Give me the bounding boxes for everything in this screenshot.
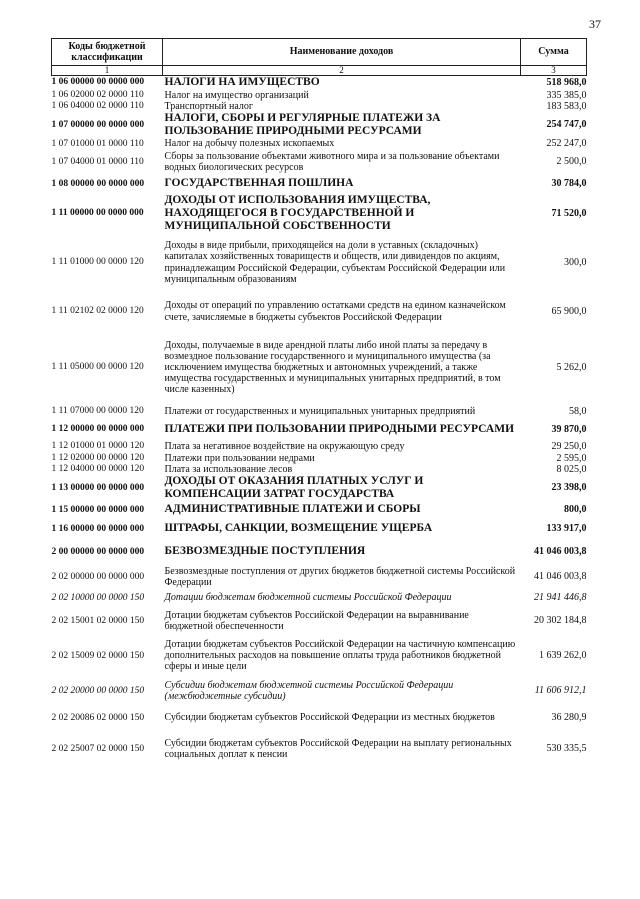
- table-row: [52, 138, 587, 150]
- row-code: 1 08 00000 00 0000 000: [51, 178, 145, 189]
- row-code: 1 12 04000 00 0000 120: [51, 463, 145, 474]
- row-code: 1 11 07000 00 0000 120: [51, 406, 144, 417]
- row-sum: 30 784,0: [551, 178, 587, 190]
- row-name: Дотации бюджетам бюджетной системы Российской Федерации: [164, 592, 452, 604]
- row-name: НАЛОГИ, СБОРЫ И РЕГУЛЯРНЫЕ ПЛАТЕЖИ ЗА ПОЛЬЗОВАНИЕ ПРИРОДНЫМИ РЕСУРСАМИ: [164, 112, 441, 137]
- table-row: [52, 112, 587, 138]
- row-code: 2 02 20000 00 0000 150: [51, 685, 145, 696]
- header-name: Наименование доходов: [163, 39, 521, 66]
- table-row: [52, 150, 587, 174]
- table-row: [52, 607, 587, 635]
- table-row: [52, 539, 587, 565]
- row-name: Плата за использование лесов: [164, 463, 293, 475]
- table-row: [52, 565, 587, 589]
- row-code: 1 11 02102 02 0000 120: [51, 306, 144, 317]
- row-sum: 58,0: [569, 405, 587, 417]
- row-name: ШТРАФЫ, САНКЦИИ, ВОЗМЕЩЕНИЕ УЩЕРБА: [164, 522, 433, 535]
- row-code: 2 02 10000 00 0000 150: [51, 592, 145, 603]
- row-name: Доходы, получаемые в виде арендной платы либо иной платы за передачу в возмездное пользование государственного и муниципального имущества (за исключением имущества бюджетных и автономных учреждений, а также имущества государственных и муниципальных унитарных предприятий, в том числе казенных): [164, 339, 501, 396]
- row-code: 1 11 01000 00 0000 120: [51, 257, 144, 268]
- row-code: 1 06 02000 02 0000 110: [51, 89, 144, 100]
- row-code: 1 07 00000 00 0000 000: [51, 119, 145, 130]
- page-number: 37: [589, 17, 601, 31]
- table-row: [52, 174, 587, 194]
- row-name: Субсидии бюджетам бюджетной системы Российской Федерации (межбюджетные субсидии): [164, 679, 454, 702]
- table-row: [52, 475, 587, 501]
- row-name: Налог на имущество организаций: [164, 89, 309, 101]
- row-code: 2 02 20086 02 0000 150: [51, 712, 145, 723]
- table-row: [52, 76, 587, 90]
- table-row: [52, 405, 587, 419]
- header-sum: Сумма: [521, 39, 587, 66]
- row-code: 2 02 15001 02 0000 150: [51, 615, 145, 626]
- row-code: 2 02 25007 02 0000 150: [51, 743, 145, 754]
- table-row: [52, 677, 587, 705]
- row-sum: 5 262,0: [556, 361, 587, 373]
- table-row: [52, 293, 587, 331]
- budget-revenue-table: [51, 38, 587, 767]
- row-sum: 65 900,0: [551, 305, 587, 317]
- row-code: 1 07 04000 01 0000 110: [51, 156, 144, 167]
- row-name: Безвозмездные поступления от других бюджетов бюджетной системы Российской Федерации: [164, 565, 516, 588]
- row-sum: 71 520,0: [551, 207, 587, 219]
- row-sum: 20 302 184,8: [534, 615, 587, 627]
- row-sum: 41 046 003,8: [534, 546, 587, 558]
- row-sum: 8 025,0: [556, 463, 587, 475]
- row-sum: 183 583,0: [546, 100, 587, 112]
- column-number-2: 2: [163, 66, 521, 76]
- column-number-1: 1: [52, 66, 163, 76]
- row-name: ПЛАТЕЖИ ПРИ ПОЛЬЗОВАНИИ ПРИРОДНЫМИ РЕСУРСАМИ: [164, 423, 515, 436]
- row-code: 1 06 00000 00 0000 000: [51, 77, 145, 88]
- header-code: Коды бюджетной классификации: [52, 39, 163, 66]
- row-sum: 2 500,0: [556, 156, 587, 168]
- table-row: [52, 705, 587, 731]
- row-sum: 335 385,0: [546, 89, 587, 101]
- row-code: 1 12 00000 00 0000 000: [51, 424, 145, 435]
- row-name: Дотации бюджетам субъектов Российской Федерации на частичную компенсацию дополнительных расходов на повышение оплаты труда работников бюджетной сферы и иные цели: [164, 639, 516, 673]
- table-row: [52, 90, 587, 101]
- row-code: 2 02 00000 00 0000 000: [51, 571, 145, 582]
- table-row: [52, 453, 587, 464]
- row-code: 1 06 04000 02 0000 110: [51, 100, 144, 111]
- table-row: [52, 194, 587, 233]
- row-code: 1 11 00000 00 0000 000: [51, 207, 144, 218]
- row-name: Транспортный налог: [164, 100, 253, 112]
- table-row: [52, 419, 587, 441]
- row-name: Платежи при пользовании недрами: [164, 452, 315, 464]
- column-number-3: 3: [521, 66, 587, 76]
- row-code: 1 12 01000 01 0000 120: [51, 441, 145, 452]
- row-name: Дотации бюджетам субъектов Российской Федерации на выравнивание бюджетной обеспеченности: [164, 609, 469, 632]
- row-sum: 23 398,0: [551, 482, 587, 494]
- table-body: [52, 76, 587, 767]
- row-name: НАЛОГИ НА ИМУЩЕСТВО: [164, 76, 320, 89]
- row-sum: 800,0: [564, 504, 587, 516]
- table-row: [52, 101, 587, 112]
- table-row: [52, 589, 587, 607]
- row-code: 1 16 00000 00 0000 000: [51, 523, 145, 534]
- row-name: Доходы в виде прибыли, приходящейся на доли в уставных (складочных) капиталах хозяйственных товариществ и обществ, или дивидендов по акциям, принадлежащим Российской Федерации, субъектам Российской Федерации или муниципальным образованиям: [164, 240, 506, 285]
- row-sum: 518 968,0: [546, 77, 587, 89]
- row-sum: 254 747,0: [546, 119, 587, 131]
- row-name: БЕЗВОЗМЕЗДНЫЕ ПОСТУПЛЕНИЯ: [164, 545, 366, 558]
- row-name: Сборы за пользование объектами животного мира и за пользование объектами водных биологических ресурсов: [164, 150, 500, 173]
- table-row: [52, 441, 587, 453]
- row-sum: 39 870,0: [551, 423, 587, 435]
- row-sum: 300,0: [564, 256, 587, 268]
- row-sum: 530 335,5: [546, 743, 587, 755]
- table-row: [52, 233, 587, 293]
- row-sum: 29 250,0: [551, 440, 587, 452]
- row-sum: 21 941 446,8: [534, 592, 587, 604]
- table-row: [52, 635, 587, 677]
- row-sum: 1 639 262,0: [539, 650, 587, 662]
- row-name: Налог на добычу полезных ископаемых: [164, 138, 335, 150]
- table-row: [52, 464, 587, 475]
- row-name: ГОСУДАРСТВЕННАЯ ПОШЛИНА: [164, 177, 354, 190]
- row-code: 1 12 02000 00 0000 120: [51, 452, 145, 463]
- row-sum: 36 280,9: [551, 712, 587, 724]
- row-code: 1 15 00000 00 0000 000: [51, 504, 145, 515]
- row-code: 1 13 00000 00 0000 000: [51, 482, 145, 493]
- row-code: 2 00 00000 00 0000 000: [51, 546, 145, 557]
- row-name: Платежи от государственных и муниципальных унитарных предприятий: [164, 405, 476, 417]
- row-name: АДМИНИСТРАТИВНЫЕ ПЛАТЕЖИ И СБОРЫ: [164, 503, 421, 516]
- row-name: Субсидии бюджетам субъектов Российской Федерации на выплату региональных социальных доплат к пенсии: [164, 737, 512, 760]
- column-number-row: [52, 66, 587, 76]
- row-code: 2 02 15009 02 0000 150: [51, 650, 145, 661]
- row-name: Доходы от операций по управлению остатками средств на едином казначейском счете, зачисляемые в бюджеты субъектов Российской Федерации: [164, 300, 506, 323]
- row-sum: 133 917,0: [546, 523, 587, 535]
- row-name: ДОХОДЫ ОТ ИСПОЛЬЗОВАНИЯ ИМУЩЕСТВА, НАХОДЯЩЕГОСЯ В ГОСУДАРСТВЕННОЙ И МУНИЦИПАЛЬНОЙ СОБСТВЕННОСТИ: [164, 193, 431, 232]
- row-sum: 252 247,0: [546, 138, 587, 150]
- row-name: ДОХОДЫ ОТ ОКАЗАНИЯ ПЛАТНЫХ УСЛУГ И КОМПЕНСАЦИИ ЗАТРАТ ГОСУДАРСТВА: [164, 475, 424, 500]
- row-sum: 11 606 912,1: [534, 685, 587, 697]
- table-row: [52, 331, 587, 405]
- row-name: Субсидии бюджетам субъектов Российской Федерации из местных бюджетов: [164, 712, 495, 724]
- header-row: [52, 39, 587, 66]
- row-code: 1 07 01000 01 0000 110: [51, 138, 144, 149]
- row-name: Плата за негативное воздействие на окружающую среду: [164, 440, 405, 452]
- table-row: [52, 501, 587, 519]
- row-sum: 41 046 003,8: [534, 571, 587, 583]
- table-row: [52, 731, 587, 767]
- row-sum: 2 595,0: [556, 452, 587, 464]
- row-code: 1 11 05000 00 0000 120: [51, 362, 144, 373]
- table-row: [52, 519, 587, 539]
